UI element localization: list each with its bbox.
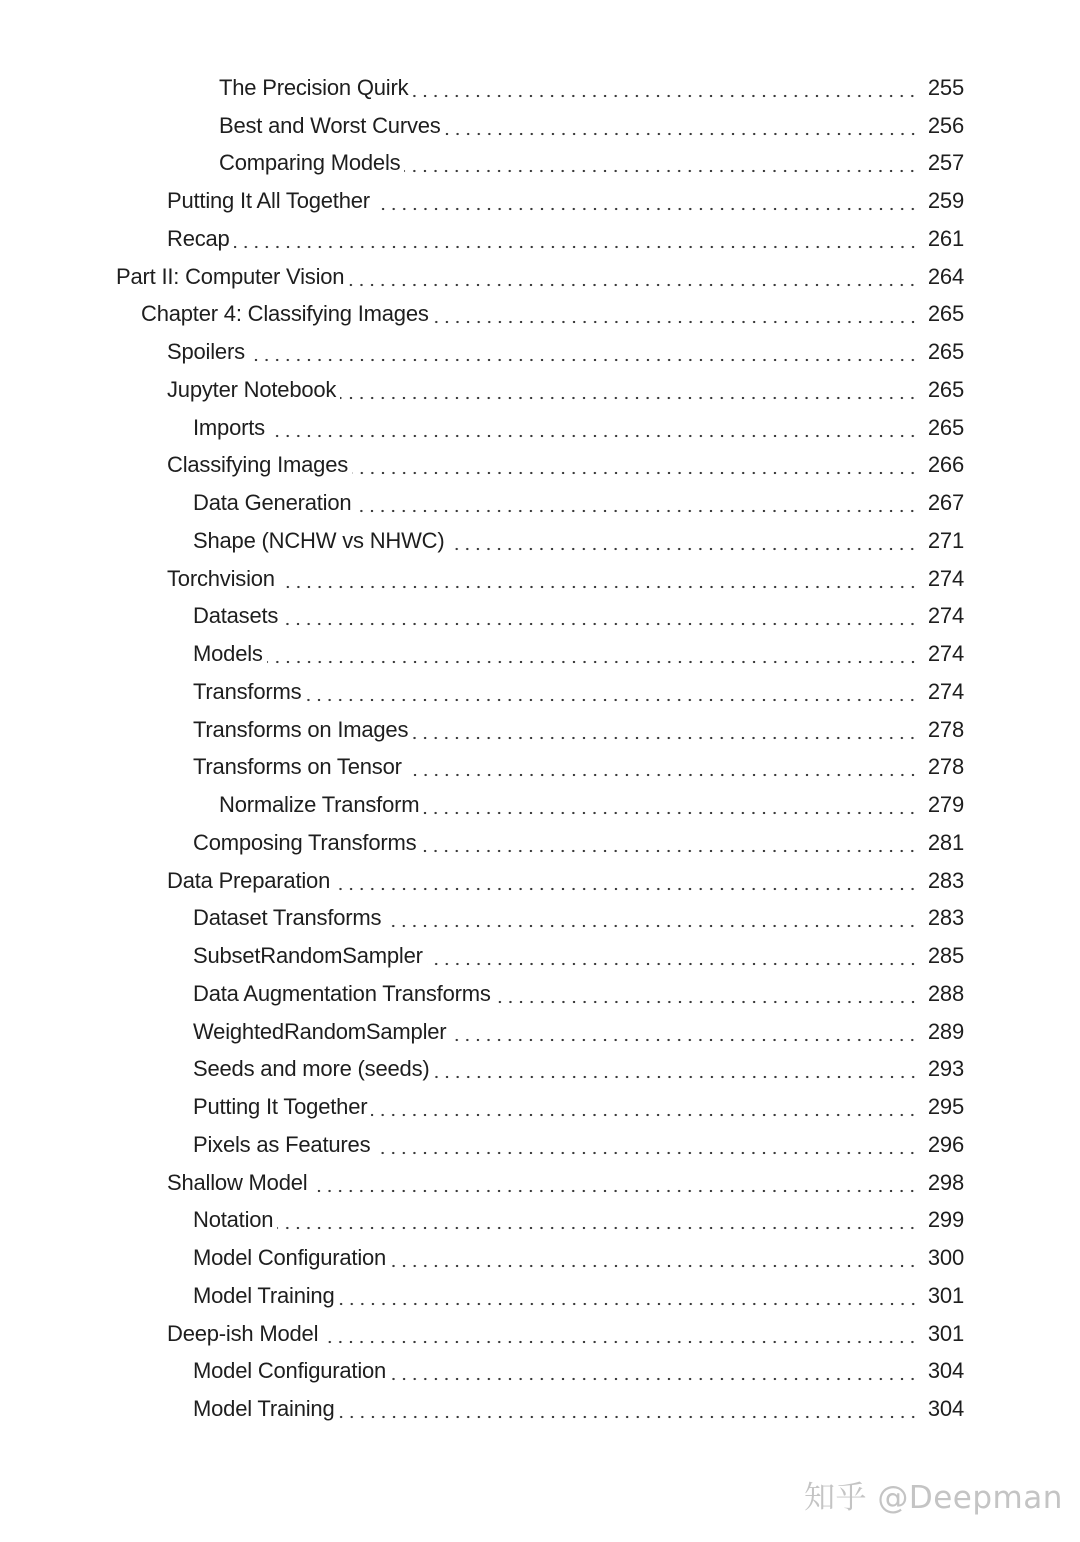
toc-entry-title: Shallow Model xyxy=(167,1169,308,1195)
toc-entry-page-number: 279 xyxy=(927,792,964,818)
dot-leader xyxy=(249,342,918,362)
dot-leader xyxy=(339,1399,919,1419)
toc-entry[interactable] xyxy=(0,69,1080,107)
dot-leader xyxy=(279,569,918,589)
toc-entry-page-number: 304 xyxy=(927,1396,964,1422)
dot-leader xyxy=(433,304,918,324)
dot-leader xyxy=(406,757,918,777)
toc-entry[interactable] xyxy=(0,296,1080,334)
toc-entry-title: Transforms on Images xyxy=(193,716,409,742)
dot-leader xyxy=(390,1361,918,1381)
dot-leader xyxy=(371,1097,918,1117)
toc-entry-title: Model Training xyxy=(193,1282,335,1308)
toc-entry-title: Putting It Together xyxy=(193,1094,368,1120)
toc-entry-page-number: 265 xyxy=(927,301,964,327)
toc-entry-title: Part II: Computer Vision xyxy=(116,263,345,289)
toc-entry-title: Recap xyxy=(167,225,230,251)
toc-entry-page-number: 293 xyxy=(927,1056,964,1082)
toc-entry-page-number: 271 xyxy=(927,527,964,553)
toc-entry[interactable] xyxy=(0,409,1080,447)
toc-entry-title: Shape (NCHW vs NHWC) xyxy=(193,527,445,553)
toc-entry-title: Imports xyxy=(193,414,265,440)
toc-entry-page-number: 255 xyxy=(927,74,964,100)
toc-entry[interactable] xyxy=(0,937,1080,975)
toc-entry[interactable] xyxy=(0,635,1080,673)
toc-entry-page-number: 274 xyxy=(927,678,964,704)
toc-entry[interactable] xyxy=(0,1277,1080,1315)
toc-entry[interactable] xyxy=(0,333,1080,371)
dot-leader xyxy=(267,644,918,664)
dot-leader xyxy=(277,1210,918,1230)
toc-entry-page-number: 261 xyxy=(927,225,964,251)
toc-entry-page-number: 299 xyxy=(927,1207,964,1233)
toc-entry-page-number: 288 xyxy=(927,980,964,1006)
toc-entry-page-number: 285 xyxy=(927,943,964,969)
toc-entry[interactable] xyxy=(0,1126,1080,1164)
dot-leader xyxy=(311,1173,918,1193)
toc-entry-page-number: 300 xyxy=(927,1245,964,1271)
toc-entry[interactable] xyxy=(0,673,1080,711)
toc-entry[interactable] xyxy=(0,522,1080,560)
toc-entry-title: Spoilers xyxy=(167,339,245,365)
toc-entry-title: Transforms on Tensor xyxy=(193,754,402,780)
toc-entry-title: Pixels as Features xyxy=(193,1131,371,1157)
toc-entry-page-number: 274 xyxy=(927,603,964,629)
dot-leader xyxy=(420,833,918,853)
dot-leader xyxy=(352,455,918,475)
dot-leader xyxy=(445,116,918,136)
toc-entry[interactable] xyxy=(0,560,1080,598)
dot-leader xyxy=(385,908,918,928)
toc-entry[interactable] xyxy=(0,1390,1080,1428)
dot-leader xyxy=(374,1135,918,1155)
toc-entry-title: Model Training xyxy=(193,1396,335,1422)
dot-leader xyxy=(348,267,918,287)
toc-entry-page-number: 265 xyxy=(927,339,964,365)
dot-leader xyxy=(269,418,918,438)
toc-entry-page-number: 295 xyxy=(927,1094,964,1120)
toc-entry-title: SubsetRandomSampler xyxy=(193,943,423,969)
dot-leader xyxy=(322,1324,918,1344)
toc-entry-page-number: 283 xyxy=(927,867,964,893)
dot-leader xyxy=(412,78,918,98)
toc-entry-page-number: 257 xyxy=(927,150,964,176)
dot-leader xyxy=(412,720,918,740)
toc-entry[interactable] xyxy=(0,220,1080,258)
toc-entry-page-number: 301 xyxy=(927,1320,964,1346)
toc-entry[interactable] xyxy=(0,1013,1080,1051)
toc-entry-page-number: 283 xyxy=(927,905,964,931)
dot-leader xyxy=(374,191,918,211)
toc-entry-page-number: 265 xyxy=(927,376,964,402)
toc-entry-title: Composing Transforms xyxy=(193,829,417,855)
toc-entry[interactable] xyxy=(0,1239,1080,1277)
toc-entry-page-number: 289 xyxy=(927,1018,964,1044)
dot-leader xyxy=(390,1248,918,1268)
dot-leader xyxy=(355,493,918,513)
toc-entry[interactable] xyxy=(0,1164,1080,1202)
toc-entry-page-number: 278 xyxy=(927,716,964,742)
toc-entry[interactable] xyxy=(0,258,1080,296)
dot-leader xyxy=(434,1059,918,1079)
dot-leader xyxy=(495,984,918,1004)
toc-entry-page-number: 281 xyxy=(927,829,964,855)
toc-entry-title: Dataset Transforms xyxy=(193,905,382,931)
toc-entry[interactable] xyxy=(0,749,1080,787)
toc-entry-page-number: 274 xyxy=(927,641,964,667)
toc-entry-page-number: 259 xyxy=(927,188,964,214)
dot-leader xyxy=(404,153,918,173)
toc-entry-title: Model Configuration xyxy=(193,1358,387,1384)
toc-entry[interactable] xyxy=(0,1353,1080,1391)
toc-entry-title: Model Configuration xyxy=(193,1245,387,1271)
watermark: 知乎 @Deepman xyxy=(804,1480,1063,1516)
toc-entry-title: Datasets xyxy=(193,603,279,629)
toc-entry[interactable] xyxy=(0,447,1080,485)
toc-entry[interactable] xyxy=(0,107,1080,145)
toc-entry-page-number: 266 xyxy=(927,452,964,478)
toc-entry-title: WeightedRandomSampler xyxy=(193,1018,447,1044)
dot-leader xyxy=(448,531,918,551)
toc-entry-title: Putting It All Together xyxy=(167,188,370,214)
toc-entry[interactable] xyxy=(0,371,1080,409)
toc-entry-page-number: 296 xyxy=(927,1131,964,1157)
toc-entry[interactable] xyxy=(0,182,1080,220)
dot-leader xyxy=(339,1286,919,1306)
toc-entry[interactable] xyxy=(0,145,1080,183)
toc-entry-page-number: 298 xyxy=(927,1169,964,1195)
toc-entry[interactable] xyxy=(0,824,1080,862)
toc-entry-title: Notation xyxy=(193,1207,274,1233)
toc-entry-title: Data Preparation xyxy=(167,867,331,893)
dot-leader xyxy=(340,380,918,400)
toc-entry[interactable] xyxy=(0,711,1080,749)
toc-entry-page-number: 301 xyxy=(927,1282,964,1308)
toc-entry-page-number: 267 xyxy=(927,490,964,516)
toc-entry[interactable] xyxy=(0,484,1080,522)
toc-entry-title: Models xyxy=(193,641,263,667)
toc-entry-title: Classifying Images xyxy=(167,452,349,478)
dot-leader xyxy=(427,946,918,966)
toc-entry[interactable] xyxy=(0,1051,1080,1089)
toc-entry[interactable] xyxy=(0,1315,1080,1353)
toc-entry[interactable] xyxy=(0,900,1080,938)
table-of-contents xyxy=(0,69,1080,1428)
toc-entry-page-number: 265 xyxy=(927,414,964,440)
toc-entry-title: Normalize Transform xyxy=(219,792,420,818)
toc-entry-title: Seeds and more (seeds) xyxy=(193,1056,430,1082)
toc-entry-title: Data Augmentation Transforms xyxy=(193,980,491,1006)
toc-entry-title: Jupyter Notebook xyxy=(167,376,337,402)
toc-entry[interactable] xyxy=(0,1202,1080,1240)
toc-entry[interactable] xyxy=(0,1088,1080,1126)
dot-leader xyxy=(305,682,918,702)
toc-entry-title: Best and Worst Curves xyxy=(219,112,441,138)
toc-entry-page-number: 256 xyxy=(927,112,964,138)
toc-entry-title: Chapter 4: Classifying Images xyxy=(141,301,429,327)
dot-leader xyxy=(234,229,918,249)
toc-entry-title: Torchvision xyxy=(167,565,275,591)
toc-entry[interactable] xyxy=(0,862,1080,900)
toc-entry-page-number: 278 xyxy=(927,754,964,780)
toc-entry-title: Data Generation xyxy=(193,490,352,516)
dot-leader xyxy=(450,1022,918,1042)
toc-entry-page-number: 304 xyxy=(927,1358,964,1384)
toc-entry-title: Deep-ish Model xyxy=(167,1320,319,1346)
toc-entry-title: Comparing Models xyxy=(219,150,401,176)
dot-leader xyxy=(282,606,918,626)
dot-leader xyxy=(423,795,918,815)
toc-entry-title: Transforms xyxy=(193,678,302,704)
dot-leader xyxy=(334,871,918,891)
toc-entry[interactable] xyxy=(0,786,1080,824)
toc-entry-title: The Precision Quirk xyxy=(219,74,409,100)
toc-entry[interactable] xyxy=(0,598,1080,636)
toc-entry[interactable] xyxy=(0,975,1080,1013)
toc-entry-page-number: 274 xyxy=(927,565,964,591)
toc-entry-page-number: 264 xyxy=(927,263,964,289)
